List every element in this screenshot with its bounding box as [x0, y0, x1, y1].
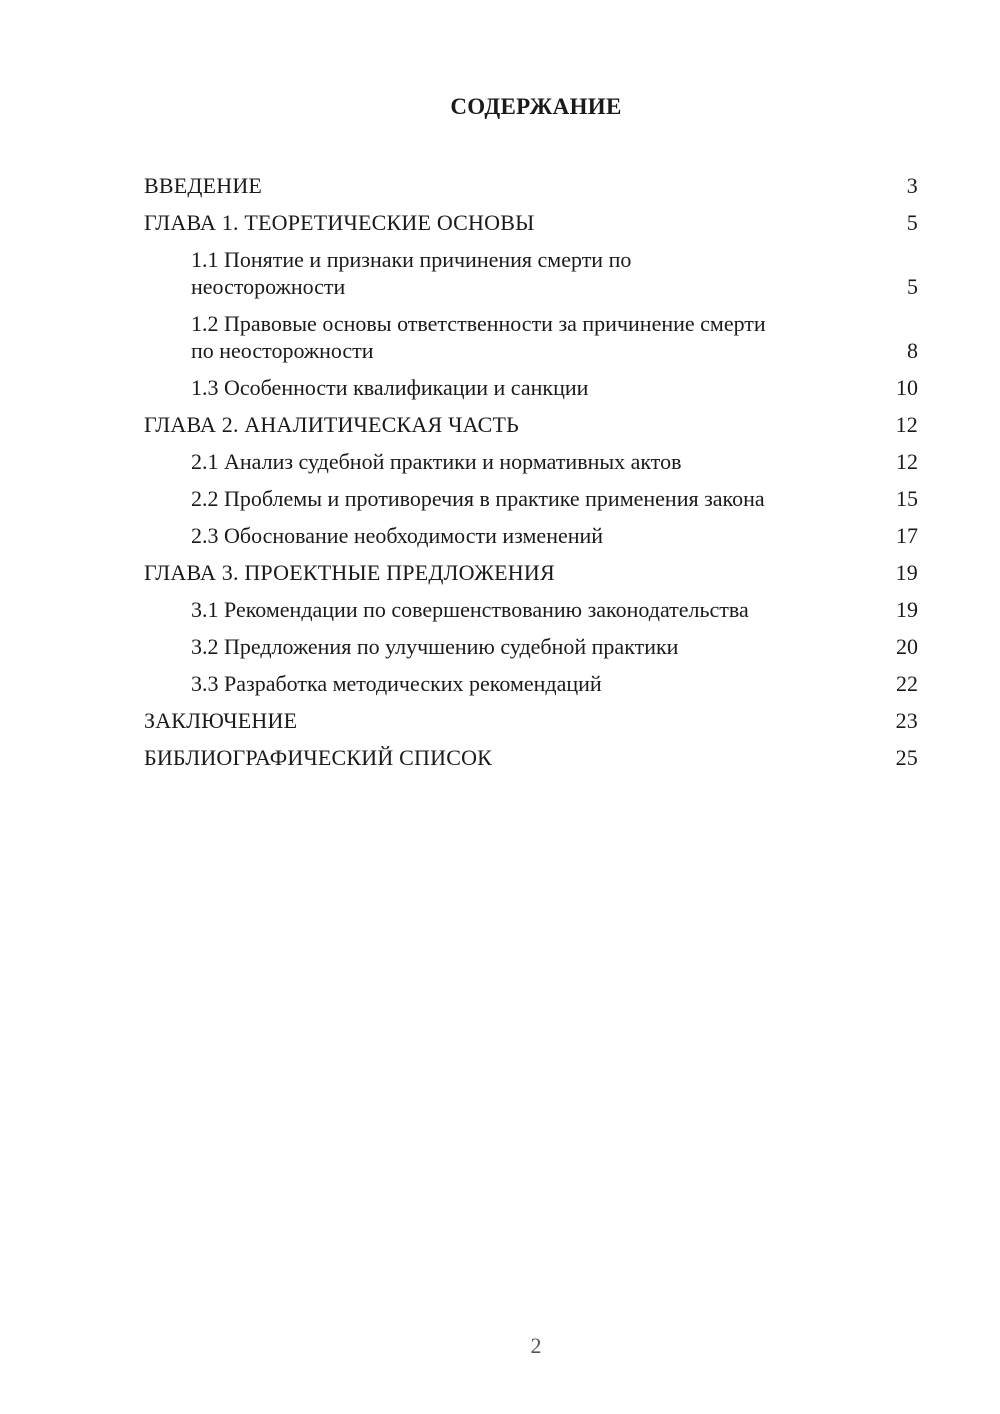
toc-entry-page: 20	[896, 634, 918, 659]
toc-entry-page: 5	[907, 274, 918, 299]
toc-entry-section-3-1	[144, 591, 918, 628]
toc-entry-page: 15	[896, 486, 918, 511]
toc-entry-section-1-3	[144, 369, 918, 406]
toc-entry-label: 3.2 Предложения по улучшению судебной практики	[191, 634, 679, 659]
toc-entry-page: 23	[895, 708, 918, 733]
toc-entry-page: 25	[895, 745, 918, 770]
toc-entry-label: ЗАКЛЮЧЕНИЕ	[144, 708, 298, 733]
toc-entry-page: 3	[906, 173, 918, 198]
toc-entry-section-3-2	[144, 628, 918, 665]
toc-entry-page: 8	[907, 338, 918, 363]
toc-entry-chapter-1	[144, 204, 918, 241]
toc-entry-label: 3.3 Разработка методических рекомендаций	[191, 671, 602, 696]
toc-entry-label: 1.2 Правовые основы ответственности за причинение смерти по неосторожности	[191, 311, 766, 363]
toc-entry-label: БИБЛИОГРАФИЧЕСКИЙ СПИСОК	[144, 745, 493, 770]
toc-entry-section-1-2	[144, 305, 918, 369]
toc-entry-page: 19	[896, 597, 918, 622]
toc-entry-bibliography	[144, 739, 918, 776]
toc-entry-label: 1.1 Понятие и признаки причинения смерти по неосторожности	[191, 247, 632, 299]
toc-title: СОДЕРЖАНИЕ	[450, 94, 622, 119]
toc-entry-label: ВВЕДЕНИЕ	[144, 173, 263, 198]
toc-entry-conclusion	[144, 702, 918, 739]
table-of-contents	[144, 167, 918, 776]
toc-entry-page: 12	[895, 412, 918, 437]
toc-entry-chapter-3	[144, 554, 918, 591]
toc-entry-page: 10	[896, 375, 918, 400]
toc-entry-label: 2.1 Анализ судебной практики и нормативных актов	[191, 449, 682, 474]
toc-entry-chapter-2	[144, 406, 918, 443]
toc-entry-label: 3.1 Рекомендации по совершенствованию законодательства	[191, 597, 749, 622]
toc-entry-page: 19	[895, 560, 918, 585]
toc-entry-section-2-1	[144, 443, 918, 480]
toc-entry-label: ГЛАВА 1. ТЕОРЕТИЧЕСКИЕ ОСНОВЫ	[144, 210, 535, 235]
toc-entry-page: 12	[896, 449, 918, 474]
toc-entry-label: ГЛАВА 3. ПРОЕКТНЫЕ ПРЕДЛОЖЕНИЯ	[144, 560, 555, 585]
page-number: 2	[530, 1333, 542, 1358]
toc-entry-label: 1.3 Особенности квалификации и санкции	[191, 375, 589, 400]
toc-entry-label: 2.3 Обоснование необходимости изменений	[191, 523, 604, 548]
toc-entry-label: ГЛАВА 2. АНАЛИТИЧЕСКАЯ ЧАСТЬ	[144, 412, 519, 437]
toc-entry-page: 22	[896, 671, 918, 696]
toc-entry-section-2-3	[144, 517, 918, 554]
toc-entry-section-3-3	[144, 665, 918, 702]
toc-entry-introduction	[144, 167, 918, 204]
toc-entry-section-2-2	[144, 480, 918, 517]
toc-entry-label: 2.2 Проблемы и противоречия в практике применения закона	[191, 486, 765, 511]
toc-entry-section-1-1	[144, 241, 918, 305]
toc-entry-page: 17	[896, 523, 918, 548]
toc-entry-page: 5	[906, 210, 918, 235]
